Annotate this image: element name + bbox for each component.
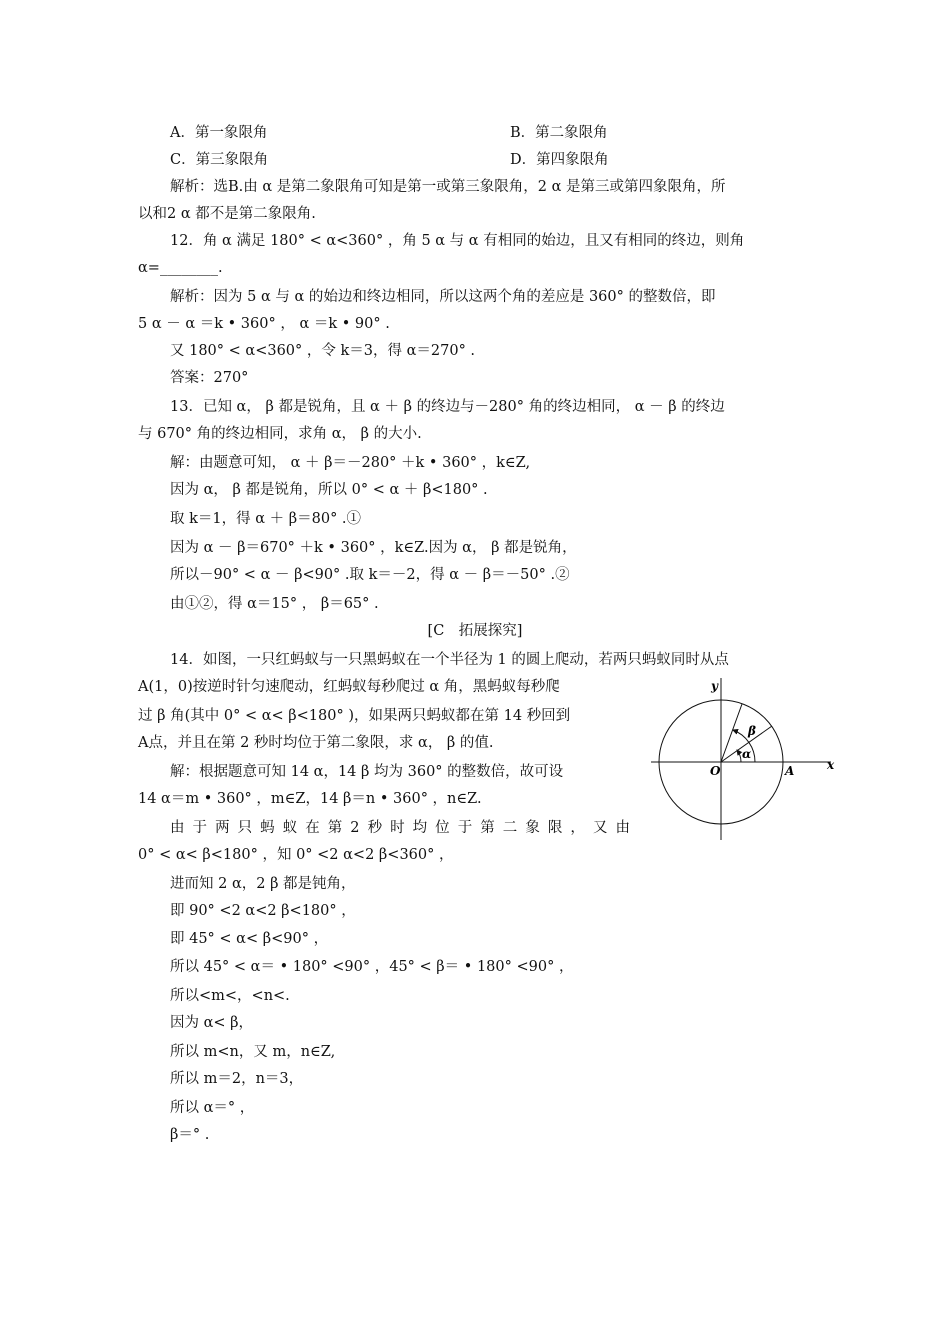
beta-label: β	[748, 724, 756, 738]
q14-stem-line-2: A(1，0)按逆时针匀速爬动，红蚂蚁每秒爬过 α 角，黑蚂蚁每秒爬	[138, 679, 560, 695]
q13-solution-line-2: 因为 α， β 都是锐角，所以 0° < α ＋ β<180° .	[170, 482, 488, 498]
q14-solution-line-9: 所以<m<，<n<.	[170, 988, 290, 1004]
section-heading: [C 拓展探究]	[427, 623, 523, 639]
alpha-label: α	[742, 747, 752, 761]
option-d: D．第四象限角	[510, 152, 609, 168]
q13-solution-line-6: 由①②，得 α＝15° ， β＝65° .	[170, 596, 379, 612]
q13-stem-line-2: 与 670° 角的终边相同，求角 α， β 的大小.	[138, 426, 422, 442]
q12-solution-line-3: 又 180° < α<360° ，令 k＝3，得 α＝270° .	[170, 343, 476, 359]
q14-stem-line-4: A点，并且在第 2 秒时均位于第二象限，求 α， β 的值.	[138, 735, 494, 751]
y-axis-label: y	[711, 679, 718, 693]
q14-solution-line-4: 0° < α< β<180° ，知 0° <2 α<2 β<360° ，	[138, 847, 454, 863]
q14-solution-line-1: 解：根据题意可知 14 α，14 β 均为 360° 的整数倍，故可设	[170, 764, 564, 780]
q14-solution-line-14: β＝° .	[170, 1127, 210, 1143]
q13-solution-line-1: 解：由题意可知， α ＋ β＝－280° ＋k • 360° ，k∈Z,	[170, 455, 531, 471]
q13-stem-line-1: 13．已知 α， β 都是锐角，且 α ＋ β 的终边与－280° 角的终边相同， α － β 的终边	[170, 399, 725, 415]
q14-solution-line-7: 即 45° < α< β<90° ，	[170, 931, 329, 947]
q14-solution-line-13: 所以 α＝° ，	[170, 1100, 255, 1116]
q14-solution-line-11: 所以 m<n，又 m，n∈Z,	[170, 1044, 336, 1060]
q14-solution-line-6: 即 90° <2 α<2 β<180° ，	[170, 903, 356, 919]
point-a-label: A	[785, 764, 795, 778]
option-b: B．第二象限角	[510, 125, 608, 141]
q12-solution-line-1: 解析：因为 5 α 与 α 的始边和终边相同，所以这两个角的差应是 360° 的整数倍，即	[170, 289, 716, 305]
q13-solution-line-4: 因为 α － β＝670° ＋k • 360° ，k∈Z.因为 α， β 都是锐角，	[170, 540, 577, 556]
origin-label: O	[710, 764, 721, 778]
unit-circle-figure	[645, 672, 845, 844]
q12-stem-line-2: α=________.	[138, 260, 223, 276]
q12-stem-line-1: 12．角 α 满足 180° < α<360° ，角 5 α 与 α 有相同的始边，且又有相同的终边，则角	[170, 233, 745, 249]
q12-answer: 答案：270°	[170, 370, 249, 386]
q11-analysis-line-2: 以和2 α 都不是第二象限角.	[138, 206, 316, 222]
option-a: A．第一象限角	[170, 125, 268, 141]
q14-stem-line-1: 14．如图，一只红蚂蚁与一只黑蚂蚁在一个半径为 1 的圆上爬动，若两只蚂蚁同时从点	[170, 652, 729, 668]
q14-solution-line-5: 进而知 2 α，2 β 都是钝角，	[170, 876, 356, 892]
q12-solution-line-2: 5 α － α ＝k • 360° ， α ＝k • 90° .	[138, 316, 390, 332]
alpha-arc	[737, 750, 741, 762]
q14-stem-line-3: 过 β 角(其中 0° < α< β<180° )，如果两只蚂蚁都在第 14 秒回到	[138, 708, 571, 724]
q14-solution-line-2: 14 α＝m • 360° ，m∈Z，14 β＝n • 360° ，n∈Z.	[138, 791, 482, 807]
q14-solution-line-10: 因为 α< β，	[170, 1015, 254, 1031]
option-c: C．第三象限角	[170, 152, 269, 168]
q13-solution-line-5: 所以－90° < α － β<90° .取 k＝－2，得 α － β＝－50° .②	[170, 567, 570, 583]
q14-solution-line-12: 所以 m＝2，n＝3，	[170, 1071, 304, 1087]
q13-solution-line-3: 取 k＝1，得 α ＋ β＝80° .①	[170, 511, 362, 527]
x-axis-label: x	[827, 758, 835, 772]
q11-analysis-line-1: 解析：选B.由 α 是第二象限角可知是第一或第三象限角，2 α 是第三或第四象限角，所	[170, 179, 726, 195]
q14-solution-line-3: 由于两只蚂蚁在第2秒时均位于第二象限，又由	[170, 820, 630, 836]
q14-solution-line-8: 所以 45° < α＝ • 180° <90° ，45° < β＝ • 180° <90° ，	[170, 959, 574, 975]
